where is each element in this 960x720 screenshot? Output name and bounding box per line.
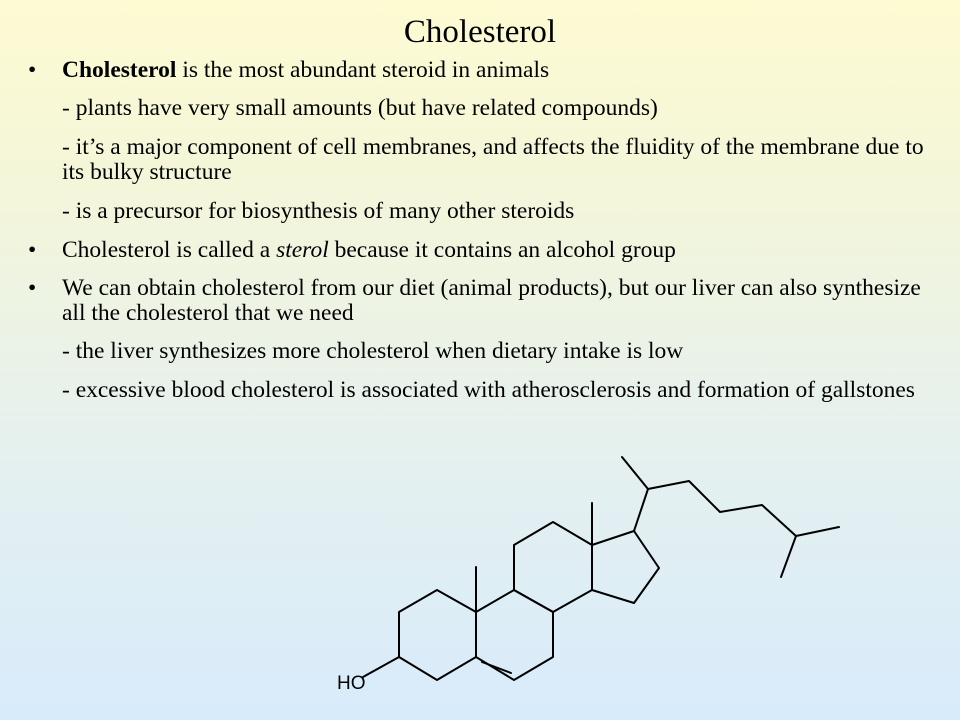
ring-b — [476, 590, 553, 680]
side-chain — [634, 481, 839, 536]
sub-item-4: - the liver synthesizes more cholesterol when dietary intake is low — [62, 338, 684, 364]
sub-item-1: - plants have very small amounts (but have related compounds) — [62, 95, 658, 121]
sub-item-3: - is a precursor for biosynthesis of many other steroids — [62, 198, 575, 224]
bullet-marker: • — [28, 57, 37, 83]
bullet-item-2 — [28, 238, 938, 263]
bullet-item-3 — [28, 276, 938, 326]
sub-item-5: - excessive blood cholesterol is associated with atherosclerosis and formation of gallstones — [62, 377, 915, 403]
bullet-1-term: Cholesterol — [62, 57, 177, 83]
bullet-list — [28, 58, 938, 417]
hydroxyl-bond — [363, 657, 399, 677]
bullet-marker: • — [28, 275, 37, 301]
side-chain-methyl-c21 — [622, 457, 648, 489]
hydroxyl-label: HO — [337, 673, 366, 694]
bullet-2-term: sterol — [276, 237, 329, 263]
bullet-1-text: is the most abundant steroid in animals — [176, 57, 550, 83]
ring-c — [514, 522, 592, 612]
ring-a — [399, 590, 476, 680]
bullet-item-1 — [28, 58, 938, 83]
bullet-2-text-pre: Cholesterol is called a — [62, 237, 277, 263]
sub-item-2: - it’s a major component of cell membranes, and affects the fluidity of the membrane due to its bulky structure — [62, 134, 924, 185]
slide-title: Cholesterol — [403, 14, 557, 50]
ring-d — [592, 531, 659, 603]
double-bond-line — [482, 662, 511, 673]
side-chain-methyl-c26 — [781, 536, 796, 577]
bullet-marker: • — [28, 237, 37, 263]
bullet-2-text-post: because it contains an alcohol group — [328, 237, 676, 263]
bullet-3-text: We can obtain cholesterol from our diet (animal products), but our liver can also synthesize all the cholesterol that we need — [62, 275, 921, 326]
